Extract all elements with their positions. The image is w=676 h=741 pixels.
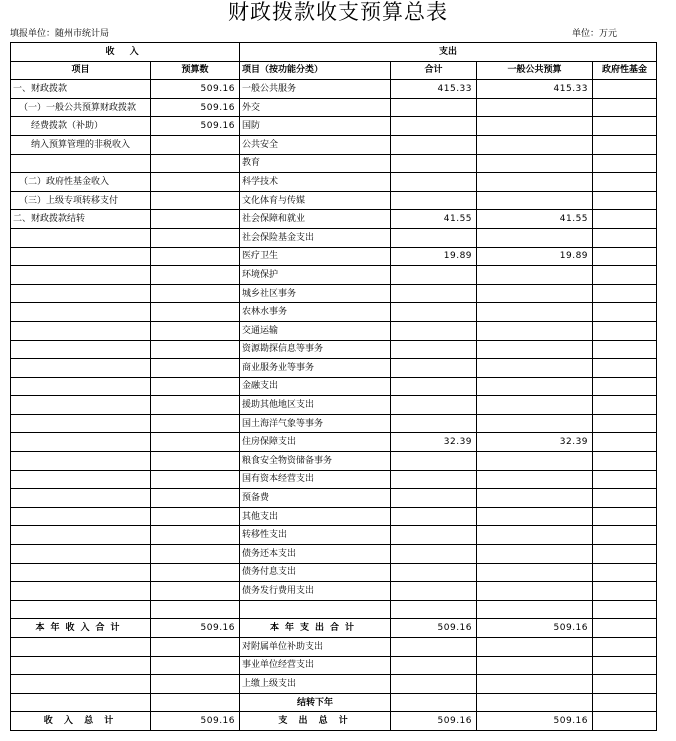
right-item-cell: 交通运输	[240, 321, 391, 340]
general-budget-cell	[477, 396, 593, 415]
general-budget-cell	[477, 154, 593, 173]
table-row	[11, 359, 657, 378]
left-item-cell	[11, 228, 151, 247]
left-budget-cell	[151, 321, 240, 340]
right-item-cell: 本年支出合计	[240, 619, 391, 638]
table-row	[11, 228, 657, 247]
left-item-cell	[11, 377, 151, 396]
general-budget-cell	[477, 266, 593, 285]
table-row	[11, 489, 657, 508]
table-row	[11, 303, 657, 322]
fund-cell	[593, 321, 657, 340]
right-item-cell: 债务发行费用支出	[240, 582, 391, 601]
table-row	[11, 545, 657, 564]
general-budget-cell	[477, 117, 593, 136]
expense-header: 支出	[240, 43, 657, 62]
fund-cell	[593, 563, 657, 582]
left-item-cell	[11, 340, 151, 359]
right-item-cell: 社会保障和就业	[240, 210, 391, 229]
total-cell	[391, 638, 477, 657]
general-budget-cell	[477, 600, 593, 619]
left-item-cell	[11, 563, 151, 582]
right-item-cell: 文化体育与传媒	[240, 191, 391, 210]
col-total-header: 合计	[391, 61, 477, 80]
right-item-cell: 债务付息支出	[240, 563, 391, 582]
fund-cell	[593, 507, 657, 526]
total-cell	[391, 340, 477, 359]
total-cell	[391, 600, 477, 619]
table-row	[11, 414, 657, 433]
left-budget-cell	[151, 359, 240, 378]
fund-cell	[593, 359, 657, 378]
left-item-cell	[11, 470, 151, 489]
col-func-header: 项目（按功能分类）	[240, 61, 391, 80]
left-budget-cell	[151, 266, 240, 285]
page-title: 财政拨款收支预算总表	[228, 0, 448, 24]
table-row	[11, 582, 657, 601]
left-item-cell	[11, 675, 151, 694]
general-budget-cell	[477, 693, 593, 712]
left-budget-cell	[151, 135, 240, 154]
fund-cell	[593, 470, 657, 489]
fund-cell	[593, 98, 657, 117]
table-row	[11, 191, 657, 210]
left-budget-cell	[151, 377, 240, 396]
table-row	[11, 452, 657, 471]
left-budget-cell	[151, 210, 240, 229]
left-budget-cell	[151, 154, 240, 173]
general-budget-cell	[477, 284, 593, 303]
left-item-cell	[11, 656, 151, 675]
right-item-cell: 科学技术	[240, 173, 391, 192]
general-budget-cell	[477, 452, 593, 471]
total-cell	[391, 117, 477, 136]
total-cell	[391, 321, 477, 340]
left-item-cell	[11, 600, 151, 619]
left-budget-cell: 509.16	[151, 712, 240, 731]
left-item-cell	[11, 582, 151, 601]
right-item-cell: 预备费	[240, 489, 391, 508]
total-cell	[391, 656, 477, 675]
general-budget-cell	[477, 489, 593, 508]
left-budget-cell	[151, 693, 240, 712]
fund-cell	[593, 638, 657, 657]
left-budget-cell	[151, 600, 240, 619]
fund-cell	[593, 582, 657, 601]
total-cell	[391, 414, 477, 433]
left-budget-cell	[151, 247, 240, 266]
table-row	[11, 377, 657, 396]
fund-cell	[593, 340, 657, 359]
left-item-cell	[11, 433, 151, 452]
fund-cell	[593, 489, 657, 508]
left-budget-cell	[151, 675, 240, 694]
right-item-cell: 结转下年	[240, 693, 391, 712]
left-budget-cell	[151, 563, 240, 582]
right-item-cell: 上缴上级支出	[240, 675, 391, 694]
left-budget-cell	[151, 638, 240, 657]
fund-cell	[593, 545, 657, 564]
table-row	[11, 117, 657, 136]
left-item-cell	[11, 154, 151, 173]
general-budget-cell	[477, 470, 593, 489]
left-budget-cell	[151, 173, 240, 192]
table-row	[11, 619, 657, 638]
left-budget-cell	[151, 489, 240, 508]
header-row-1	[11, 43, 657, 62]
table-row	[11, 656, 657, 675]
general-budget-cell	[477, 656, 593, 675]
col-fund-header: 政府性基金	[593, 61, 657, 80]
total-cell	[391, 545, 477, 564]
left-item-cell: 收 入 总 计	[11, 712, 151, 731]
total-cell	[391, 507, 477, 526]
left-item-cell	[11, 303, 151, 322]
general-budget-cell: 32.39	[477, 433, 593, 452]
currency-unit: 单位：万元	[572, 29, 618, 39]
general-budget-cell	[477, 321, 593, 340]
header-row-2	[11, 61, 657, 80]
fund-cell	[593, 210, 657, 229]
total-cell: 509.16	[391, 619, 477, 638]
right-item-cell: 其他支出	[240, 507, 391, 526]
total-cell	[391, 470, 477, 489]
total-cell	[391, 396, 477, 415]
right-item-cell: 金融支出	[240, 377, 391, 396]
fund-cell	[593, 80, 657, 99]
left-budget-cell	[151, 284, 240, 303]
general-budget-cell	[477, 303, 593, 322]
table-row	[11, 266, 657, 285]
left-item-cell	[11, 359, 151, 378]
table-row	[11, 340, 657, 359]
total-cell	[391, 191, 477, 210]
total-cell	[391, 154, 477, 173]
total-cell	[391, 526, 477, 545]
left-budget-cell	[151, 452, 240, 471]
fund-cell	[593, 396, 657, 415]
left-item-cell	[11, 247, 151, 266]
general-budget-cell	[477, 675, 593, 694]
general-budget-cell	[477, 228, 593, 247]
right-item-cell: 国防	[240, 117, 391, 136]
left-budget-cell	[151, 656, 240, 675]
left-budget-cell	[151, 303, 240, 322]
total-cell	[391, 266, 477, 285]
total-cell	[391, 377, 477, 396]
fund-cell	[593, 154, 657, 173]
total-cell	[391, 582, 477, 601]
table-row	[11, 675, 657, 694]
table-row	[11, 135, 657, 154]
right-item-cell: 对附属单位补助支出	[240, 638, 391, 657]
left-budget-cell	[151, 433, 240, 452]
left-item-cell	[11, 545, 151, 564]
left-item-cell: （二）政府性基金收入	[11, 173, 151, 192]
left-budget-cell	[151, 396, 240, 415]
left-item-cell: 本年收入合计	[11, 619, 151, 638]
right-item-cell: 外交	[240, 98, 391, 117]
total-cell: 509.16	[391, 712, 477, 731]
right-item-cell: 环境保护	[240, 266, 391, 285]
right-item-cell: 公共安全	[240, 135, 391, 154]
right-item-cell: 住房保障支出	[240, 433, 391, 452]
fund-cell	[593, 266, 657, 285]
general-budget-cell	[477, 340, 593, 359]
general-budget-cell	[477, 545, 593, 564]
fund-cell	[593, 452, 657, 471]
left-item-cell	[11, 526, 151, 545]
right-item-cell: 援助其他地区支出	[240, 396, 391, 415]
left-item-cell: 二、财政拨款结转	[11, 210, 151, 229]
table-row	[11, 600, 657, 619]
left-budget-cell	[151, 582, 240, 601]
total-cell	[391, 173, 477, 192]
table-row	[11, 638, 657, 657]
general-budget-cell: 509.16	[477, 712, 593, 731]
left-item-cell: 经费拨款（补助）	[11, 117, 151, 136]
fund-cell	[593, 526, 657, 545]
total-cell: 32.39	[391, 433, 477, 452]
general-budget-cell	[477, 582, 593, 601]
right-item-cell	[240, 600, 391, 619]
general-budget-cell	[477, 507, 593, 526]
col-general-header: 一般公共预算	[477, 61, 593, 80]
total-cell	[391, 489, 477, 508]
table-row	[11, 693, 657, 712]
general-budget-cell	[477, 414, 593, 433]
fund-cell	[593, 675, 657, 694]
fund-cell	[593, 433, 657, 452]
total-cell	[391, 284, 477, 303]
total-cell: 415.33	[391, 80, 477, 99]
left-budget-cell: 509.16	[151, 80, 240, 99]
right-item-cell: 转移性支出	[240, 526, 391, 545]
table-row	[11, 507, 657, 526]
left-budget-cell	[151, 228, 240, 247]
left-budget-cell: 509.16	[151, 619, 240, 638]
table-row	[11, 433, 657, 452]
general-budget-cell	[477, 563, 593, 582]
general-budget-cell: 19.89	[477, 247, 593, 266]
total-cell	[391, 563, 477, 582]
income-header: 收 入	[11, 43, 240, 62]
right-item-cell: 农林水事务	[240, 303, 391, 322]
total-cell: 19.89	[391, 247, 477, 266]
right-item-cell: 城乡社区事务	[240, 284, 391, 303]
table-row	[11, 98, 657, 117]
left-item-cell: 一、财政拨款	[11, 80, 151, 99]
table-row	[11, 173, 657, 192]
right-item-cell: 一般公共服务	[240, 80, 391, 99]
table-row	[11, 284, 657, 303]
table-row	[11, 470, 657, 489]
total-cell	[391, 135, 477, 154]
left-budget-cell: 509.16	[151, 98, 240, 117]
total-cell	[391, 98, 477, 117]
right-item-cell: 社会保险基金支出	[240, 228, 391, 247]
fund-cell	[593, 191, 657, 210]
right-item-cell: 债务还本支出	[240, 545, 391, 564]
fund-cell	[593, 656, 657, 675]
left-item-cell: （三）上级专项转移支付	[11, 191, 151, 210]
table-row	[11, 396, 657, 415]
left-item-cell	[11, 284, 151, 303]
left-budget-cell	[151, 526, 240, 545]
left-budget-cell: 509.16	[151, 117, 240, 136]
left-item-cell	[11, 414, 151, 433]
col-item-header: 项目	[11, 61, 151, 80]
fund-cell	[593, 303, 657, 322]
general-budget-cell: 41.55	[477, 210, 593, 229]
table-row	[11, 210, 657, 229]
right-item-cell: 粮食安全物资储备事务	[240, 452, 391, 471]
fund-cell	[593, 173, 657, 192]
left-item-cell	[11, 489, 151, 508]
general-budget-cell	[477, 359, 593, 378]
right-item-cell: 商业服务业等事务	[240, 359, 391, 378]
general-budget-cell	[477, 98, 593, 117]
left-item-cell: 纳入预算管理的非税收入	[11, 135, 151, 154]
total-cell	[391, 303, 477, 322]
left-budget-cell	[151, 470, 240, 489]
left-item-cell	[11, 321, 151, 340]
total-cell	[391, 359, 477, 378]
left-item-cell	[11, 693, 151, 712]
left-item-cell	[11, 396, 151, 415]
table-row	[11, 526, 657, 545]
left-item-cell: （一）一般公共预算财政拨款	[11, 98, 151, 117]
general-budget-cell: 415.33	[477, 80, 593, 99]
fund-cell	[593, 619, 657, 638]
left-item-cell	[11, 638, 151, 657]
fund-cell	[593, 600, 657, 619]
fund-cell	[593, 693, 657, 712]
fund-cell	[593, 135, 657, 154]
fund-cell	[593, 414, 657, 433]
fund-cell	[593, 228, 657, 247]
table-row	[11, 712, 657, 731]
fund-cell	[593, 117, 657, 136]
col-budget-header: 预算数	[151, 61, 240, 80]
general-budget-cell	[477, 135, 593, 154]
total-cell: 41.55	[391, 210, 477, 229]
total-cell	[391, 452, 477, 471]
fund-cell	[593, 247, 657, 266]
table-row	[11, 80, 657, 99]
left-item-cell	[11, 452, 151, 471]
right-item-cell: 支 出 总 计	[240, 712, 391, 731]
left-budget-cell	[151, 507, 240, 526]
total-cell	[391, 228, 477, 247]
right-item-cell: 国土海洋气象等事务	[240, 414, 391, 433]
right-item-cell: 资源勘探信息等事务	[240, 340, 391, 359]
general-budget-cell	[477, 526, 593, 545]
table-row	[11, 154, 657, 173]
general-budget-cell: 509.16	[477, 619, 593, 638]
left-budget-cell	[151, 545, 240, 564]
right-item-cell: 事业单位经营支出	[240, 656, 391, 675]
reporting-unit: 填报单位：随州市统计局	[10, 29, 110, 39]
left-budget-cell	[151, 414, 240, 433]
right-item-cell: 国有资本经营支出	[240, 470, 391, 489]
left-budget-cell	[151, 191, 240, 210]
general-budget-cell	[477, 377, 593, 396]
total-cell	[391, 675, 477, 694]
fund-cell	[593, 284, 657, 303]
table-row	[11, 321, 657, 340]
general-budget-cell	[477, 191, 593, 210]
left-item-cell	[11, 507, 151, 526]
right-item-cell: 教育	[240, 154, 391, 173]
right-item-cell: 医疗卫生	[240, 247, 391, 266]
general-budget-cell	[477, 173, 593, 192]
left-item-cell	[11, 266, 151, 285]
left-budget-cell	[151, 340, 240, 359]
total-cell	[391, 693, 477, 712]
fund-cell	[593, 712, 657, 731]
budget-table	[10, 42, 657, 731]
table-row	[11, 247, 657, 266]
fund-cell	[593, 377, 657, 396]
table-row	[11, 563, 657, 582]
general-budget-cell	[477, 638, 593, 657]
